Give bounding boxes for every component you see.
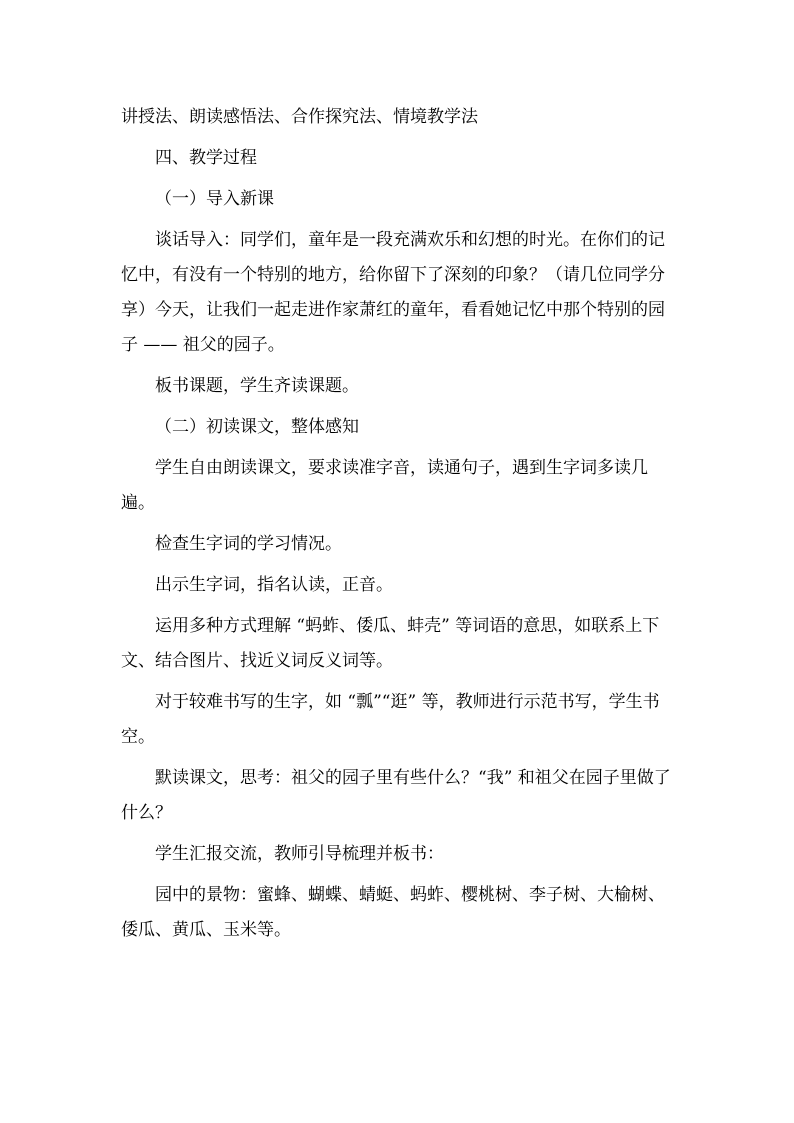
heading-introduction: （一）导入新课 bbox=[155, 189, 274, 209]
paragraph-teaching-methods: 讲授法、朗读感悟法、合作探究法、情境教学法 bbox=[121, 107, 478, 127]
paragraph-conversation-intro: 谈话导入：同学们，童年是一段充满欢乐和幻想的时光。在你们的记忆中，有没有一个特别的地方，给你留下了深刻的印象？（请几位同学分享）今天，让我们一起走进作家萧红的童年，看看她记忆中那个特别的园子 —— 祖父的园子。 bbox=[121, 230, 665, 355]
paragraph-show-vocabulary: 出示生字词，指名认读，正音。 bbox=[155, 575, 393, 595]
paragraph-garden-scenery: 园中的景物：蜜蜂、蝴蝶、蜻蜓、蚂蚱、樱桃树、李子树、大榆树、倭瓜、黄瓜、玉米等。 bbox=[121, 885, 665, 940]
paragraph-free-reading: 学生自由朗读课文，要求读准字音，读通句子，遇到生字词多读几遍。 bbox=[121, 458, 648, 513]
paragraph-report-exchange: 学生汇报交流，教师引导梳理并板书： bbox=[155, 844, 444, 864]
heading-teaching-process: 四、教学过程 bbox=[155, 148, 257, 168]
paragraph-silent-reading: 默读课文，思考：祖父的园子里有些什么？“我” 和祖父在园子里做了什么？ bbox=[121, 768, 671, 823]
document-body bbox=[121, 100, 681, 954]
paragraph-check-vocabulary: 检查生字词的学习情况。 bbox=[155, 534, 342, 554]
paragraph-writing-demo: 对于较难书写的生字，如 “瓢”“逛” 等，教师进行示范书写，学生书空。 bbox=[121, 692, 660, 747]
paragraph-understand-words: 运用多种方式理解 “蚂蚱、倭瓜、蚌壳” 等词语的意思，如联系上下文、结合图片、找近义词反义词等。 bbox=[121, 616, 660, 671]
heading-first-reading: （二）初读课文，整体感知 bbox=[155, 417, 359, 437]
paragraph-board-title: 板书课题，学生齐读课题。 bbox=[155, 376, 359, 396]
